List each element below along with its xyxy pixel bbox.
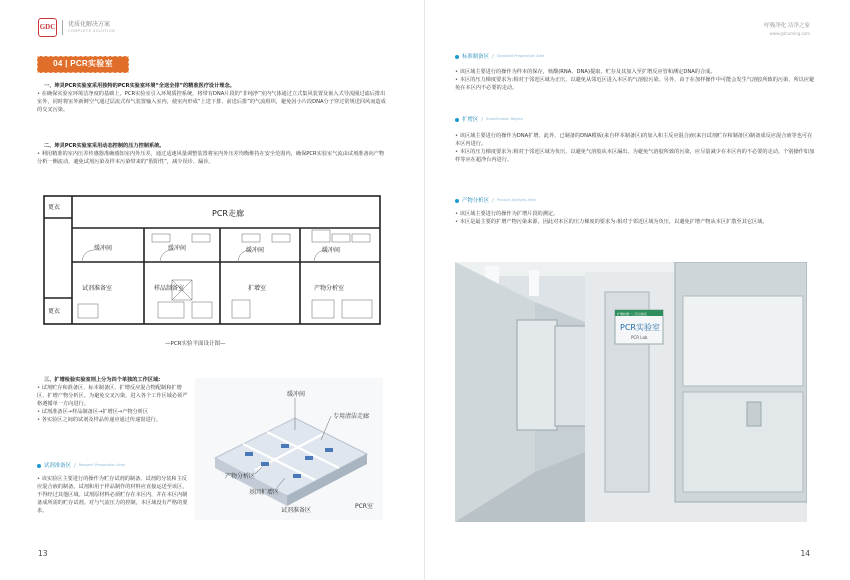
zone4-text <box>455 210 815 226</box>
plan-pass-4: 缓冲间 <box>322 247 341 254</box>
p2-body: • 利用精准的室内压差传感器准确感知室内外压差，通过适速风量调整装置将室内外压差均衡维持在安全范围内，确保PCR实验室气流由试剂准备向产物分析一侧流动，避免试剂污染及样本污染带来的“假阳性”，减少误诊、漏诊。 <box>37 150 389 166</box>
plan-sink-1: 更衣 <box>48 204 61 211</box>
plan-pass-3: 缓冲间 <box>246 247 265 254</box>
zone3-en: Amplification Region <box>486 117 524 122</box>
zone1-text: • 该实验区主要进行的操作为贮存试剂的制备、试剂的分装和主反应混合液的制备。试剂和用于样品制作的材料应直接运送至该区，不得经过其他区域。试剂原材料必须贮存在本区内，并在本区内制备成所需的贮存试剂。对与气流压力的控制，本区域没有严格的要求。 <box>37 475 192 515</box>
render-amp: 基因扩增区 <box>249 489 280 496</box>
brand-cn: 优质化解决方案 <box>68 21 111 29</box>
brand-header <box>38 18 115 37</box>
sign-top: 扩增检测一二区总装区 <box>617 312 648 316</box>
zone3-head: 扩增区 / Amplification Region <box>455 116 523 124</box>
zone2-item-2: • 本区的压力梯度要求为:相对于邻近区域为正压，以避免从邻近区进入本区的气溶胶污染。另外，由于在加样操作中可能会发生气溶胶所致的污染，所以应避免在本区内不必要的走动。 <box>455 76 815 92</box>
zone1-en: Reagent Preparation Area <box>78 463 126 468</box>
plan-room-4: 产物分析室 <box>314 285 345 292</box>
zone4-item-2: • 本区是最主要的扩增产物污染来源，因此对本区的压力梯度的要求为:相对于邻近区域为负压，以避免扩增产物从本区扩散至其它区域。 <box>455 218 815 226</box>
render-reagent: 试剂准备区 <box>281 507 312 514</box>
p3-item-2: • 试剂准备区→样品制备区→扩增区→产物分析区 <box>37 408 192 416</box>
paragraph-2 <box>37 142 389 166</box>
slogan-cn: 呼吸净化 洁净之家 <box>764 23 810 29</box>
plan-pass-2: 缓冲间 <box>168 245 187 252</box>
sign-main: PCR实验室 <box>620 323 660 332</box>
company-logo: GDC <box>38 18 57 37</box>
render-corridor: 专用清洁走廊 <box>333 413 370 420</box>
sign-sub: PCR Lab <box>631 335 648 340</box>
zone2-text <box>455 68 815 92</box>
plan-room-1: 试剂准备室 <box>82 285 113 292</box>
zone-dot-icon <box>455 118 459 122</box>
render-pcr: PCR室 <box>355 503 373 510</box>
zone3-item-1: • 该区域主要进行的操作为DNA扩增。此外，已制备的DNA模板(来自样本制备区)的加入和主反应混合液(来自试剂贮存和制备区)制备成反应混合液等也可在本区内进行。 <box>455 132 815 148</box>
zone4-en: Product Analysis Area <box>496 198 536 203</box>
page-number-left: 13 <box>38 549 48 559</box>
pcr-floor-plan <box>42 192 382 332</box>
plan-pass-1: 缓冲间 <box>94 245 113 252</box>
paragraph-1 <box>37 82 389 114</box>
p3-item-1: • 试剂贮存和准备区、标本制备区、扩增反应混合物配制和扩增区、扩增产物分析区。为避免交叉污染，进入各个工作区域必须严格遵循单一方向进行。 <box>37 384 192 408</box>
paragraph-3 <box>37 376 192 424</box>
brand-en: COMPLETE SOLUTION <box>68 29 116 34</box>
p1-title: 一、坤灵PCR实验室采用独特的PCR实验室环境“全送全排”的精准医疗设计理念。 <box>44 83 235 89</box>
zone3-item-2: • 本区的压力梯度要求为:相对于邻近区域为负压，以避免气溶胶从本区漏出。为避免气溶胶所致的污染，应尽量减少在本区内的不必要的走动。个别操作如加样等应在超净台内进行。 <box>455 148 815 164</box>
section-title: 04 | PCR实验室 <box>37 56 129 73</box>
zone-dot-icon <box>455 55 459 59</box>
render-product: 产物分析区 <box>225 473 256 480</box>
zone2-item-1: • 该区域主要进行的操作为样本的保存，核酸(RNA、DNA)提取、贮存及其加入至扩增反应管和测定DNA的合成。 <box>455 68 815 76</box>
zone1-title: 试剂准备区 <box>44 463 71 469</box>
plan-caption: —PCR实验平面设计图— <box>165 341 226 347</box>
zone2-head: 标准制备区 / Standard Preparation Area <box>455 53 544 61</box>
page-number-right: 14 <box>800 549 810 559</box>
zone3-title: 扩增区 <box>462 117 479 123</box>
zone1-head: 试剂准备区 / Reagent Preparation Area <box>37 462 125 470</box>
p3-item-3: • 各实验区之间的试剂及样品传递应通过传递窗进行。 <box>37 416 192 424</box>
p3-title: 三、扩增检验实验室则上分为四个单独的工作区域: <box>44 377 161 383</box>
render-pass: 缓冲间 <box>287 391 306 398</box>
plan-room-2: 样品制备室 <box>154 285 185 292</box>
plan-sink-2: 更衣 <box>48 308 61 315</box>
zone3-text <box>455 132 815 164</box>
p1-body: • 在确保实验室环境洁净度的基础上，PCR实验室引入环境质控系统，将带有DNA片段的“非纯净”室内气体通过立式集风装置及嵌入式导流圈过滤后排出室外，同时将室外新鲜空气通过层流式布气装置输入室内，使室内形成“上送下排、前送后排”的气流组织，避免因小片段DNA分子穿过常规送回风而造成的交叉污染。 <box>37 90 389 114</box>
slogan-header <box>764 22 810 37</box>
zone-dot-icon <box>37 464 41 468</box>
zone4-title: 产物分析区 <box>462 198 489 204</box>
pcr-3d-render <box>195 378 383 520</box>
p2-title: 二、坤灵PCR实验室采用动态控制的压力控制系统。 <box>44 143 165 149</box>
pcr-lab-photo <box>455 262 807 522</box>
plan-corridor: PCR走廊 <box>212 209 244 218</box>
zone-dot-icon <box>455 199 459 203</box>
zone4-head: 产物分析区 / Product Analysis Area <box>455 197 536 205</box>
zone2-en: Standard Preparation Area <box>496 54 545 59</box>
slogan-url: www.gdcuming.com <box>769 30 810 36</box>
zone2-title: 标准制备区 <box>462 54 489 60</box>
plan-room-3: 扩增室 <box>248 285 267 292</box>
zone4-item-1: • 该区域主要进行的操作为扩增片段的测定。 <box>455 210 815 218</box>
